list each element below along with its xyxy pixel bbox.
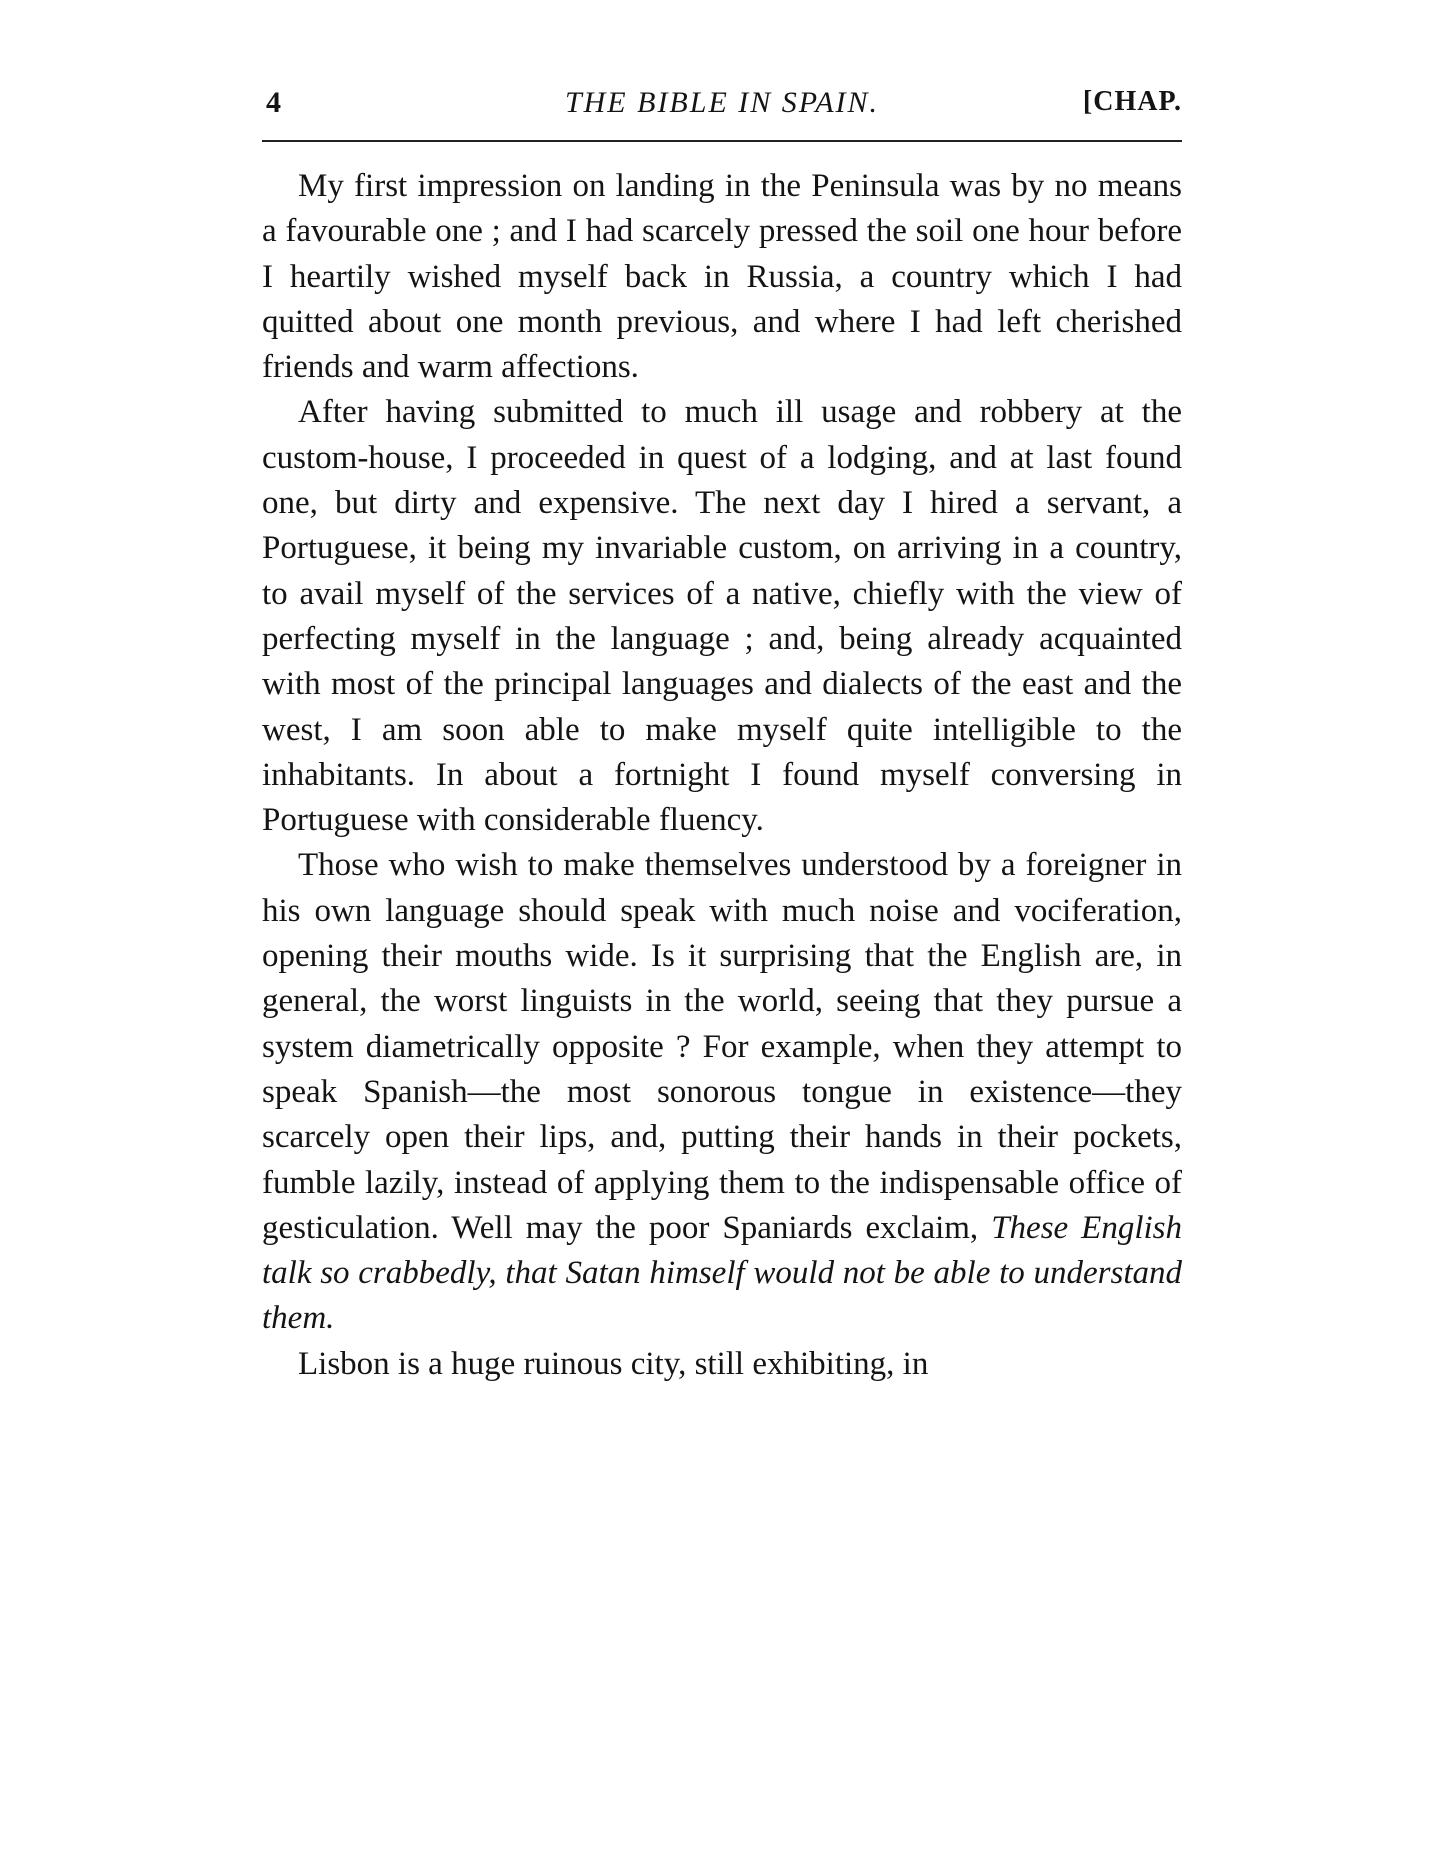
page-number: 4: [266, 86, 281, 119]
paragraph-1: [262, 164, 1182, 390]
paragraph-text: After having submitted to much ill usage and robbery at the custom-house, I proceeded in quest of a lodging, and at last found one, but dirty and expensive. The next day I hired a servant, a Portuguese, it being my invariable custom, on arriving in a country, to avail myself of the services of a native, chiefly with the view of perfecting myself in the language ; and, being already acquainted with most of the principal languages and dialects of the east and the west, I am soon able to make myself quite intelligible to the inhabitants. In about a fortnight I found myself conversing in Portuguese with considerable fluency.: [262, 394, 1182, 839]
header-rule: [262, 140, 1182, 142]
italic-quotation: These English talk so crabbedly, that Satan himself would not be able to understand them.: [262, 1209, 1183, 1337]
paragraph-2: [262, 390, 1182, 843]
paragraph-3: [262, 843, 1182, 1341]
running-title: THE BIBLE IN SPAIN.: [564, 86, 880, 119]
chapter-mark: [CHAP.: [1082, 86, 1182, 117]
page-header: [262, 86, 1182, 130]
paragraph-text: My first impression on landing in the Peninsula was by no means a favourable one ; and I had scarcely pressed the soil one hour before I heartily wished myself back in Russia, a country which I had quitted about one month previous, and where I had left cherished friends and warm affections.: [262, 168, 1182, 386]
body-text: [262, 164, 1182, 1387]
paragraph-text: Those who wish to make themselves understood by a foreigner in his own language should speak with much noise and vociferation, opening their mouths wide. Is it surprising that the English are, in general, the worst linguists in the world, seeing that they pursue a system diametrically opposite ? For example, when they attempt to speak Spanish—the most sonorous tongue in existence—they scarcely open their lips, and, putting their hands in their pockets, fumble lazily, instead of applying them to the indispensable office of gesticulation. Well may the poor Spaniards exclaim,: [262, 847, 1182, 1246]
paragraph-text: Lisbon is a huge ruinous city, still exhibiting, in: [298, 1345, 929, 1382]
paragraph-4: [262, 1342, 1182, 1387]
